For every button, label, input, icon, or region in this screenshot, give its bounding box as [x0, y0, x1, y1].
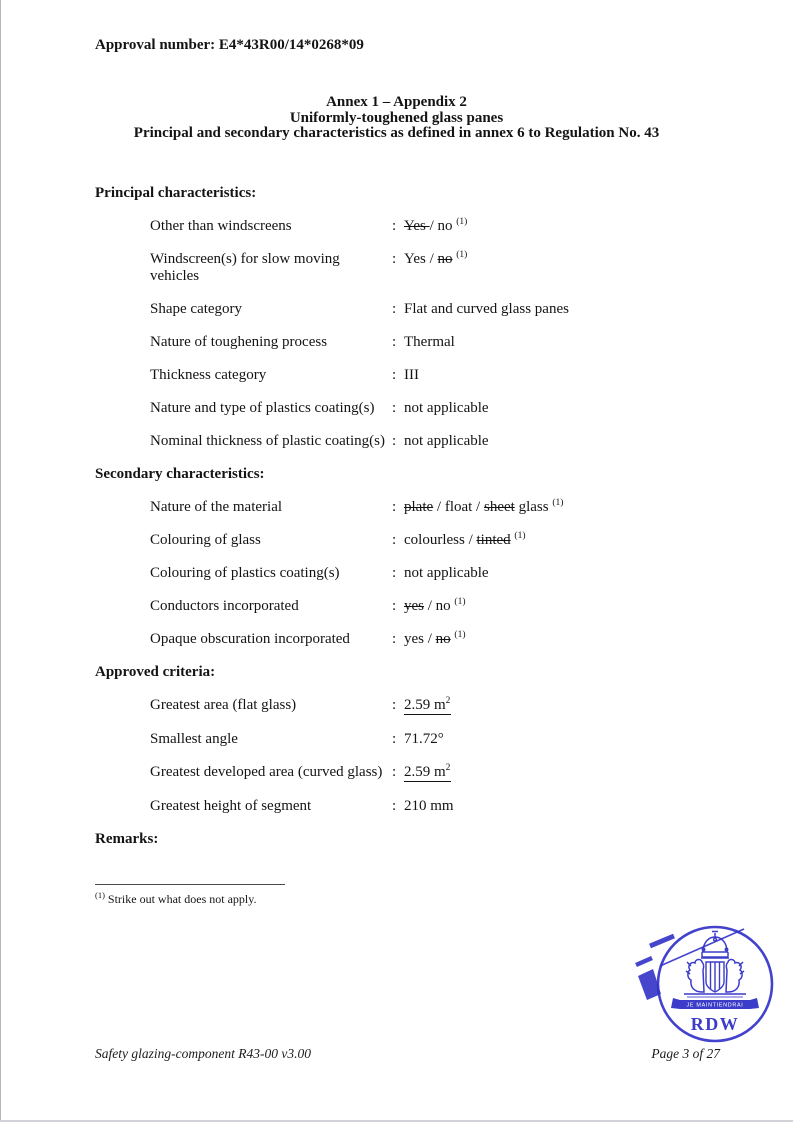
struck-option: tinted [476, 531, 511, 548]
value-text: 2.59 m [404, 763, 446, 780]
row-label: Nature of the material [150, 498, 283, 515]
value-text: yes / [404, 630, 436, 647]
title-block [95, 95, 698, 142]
shield-icon [706, 962, 724, 992]
row-value [404, 798, 454, 815]
row-label: Colouring of glass [150, 531, 261, 548]
row-value [404, 301, 569, 318]
row-colon: : [392, 630, 397, 647]
row-colon: : [392, 597, 397, 614]
struck-option: yes [404, 597, 424, 614]
row-value [404, 400, 489, 417]
characteristic-row [150, 798, 698, 815]
row-colon: : [392, 333, 397, 350]
rdw-stamp-graphic [626, 908, 793, 1050]
footnote [95, 884, 435, 906]
row-colon: : [392, 366, 397, 383]
signature-wedge [638, 969, 661, 1000]
row-label: Opaque obscuration incorporated [150, 630, 350, 647]
value-text: / float / [433, 498, 484, 515]
row-label: Greatest height of segment [150, 797, 312, 814]
characteristic-row [150, 301, 698, 318]
struck-option: plate [404, 498, 434, 515]
section-heading: Principal characteristics: [95, 184, 257, 201]
value-text: / no [424, 597, 455, 614]
value-text: Yes / [404, 250, 438, 267]
characteristic-row [150, 251, 698, 285]
value-text: not applicable [404, 564, 489, 581]
value-text: Flat and curved glass panes [404, 300, 569, 317]
value-text: 2.59 m [404, 696, 446, 713]
row-label: Greatest developed area (curved glass) [150, 763, 383, 780]
characteristic-row [150, 367, 698, 384]
footer-page-number: Page 3 of 27 [651, 1046, 720, 1061]
struck-option: Yes [404, 217, 430, 234]
row-value [404, 565, 489, 582]
row-value [404, 251, 467, 285]
sections [95, 185, 698, 848]
row-value [404, 697, 451, 715]
stamp-org-text: RDW [690, 1014, 740, 1034]
footnote-text [95, 892, 435, 906]
characteristic-row [150, 400, 698, 417]
value-text: glass [514, 498, 553, 515]
value-text: Thermal [404, 333, 455, 350]
row-colon: : [392, 730, 397, 747]
row-value [404, 631, 466, 648]
characteristic-row [150, 565, 698, 582]
row-label: Smallest angle [150, 730, 238, 747]
lion-left-icon [686, 959, 704, 992]
title-line: Principal and secondary characteristics as defined in annex 6 to Regulation No. 43 [133, 125, 660, 141]
row-colon: : [392, 432, 397, 449]
footnote-ref: (1) [454, 629, 466, 640]
footnote-marker: (1) [95, 890, 105, 900]
row-value [404, 367, 419, 384]
row-value [404, 598, 466, 615]
title-line: Annex 1 – Appendix 2 [326, 94, 467, 110]
row-label: Nature of toughening process [150, 333, 328, 350]
struck-option: no [437, 250, 453, 267]
value-text: not applicable [404, 432, 489, 449]
row-colon: : [392, 564, 397, 581]
row-value [404, 532, 526, 549]
row-label: Thickness category [150, 366, 267, 383]
struck-option: no [435, 630, 451, 647]
row-colon: : [392, 797, 397, 814]
footer-document-id: Safety glazing-component R43-00 v3.00 [95, 1046, 311, 1061]
footnote-ref: 2 [445, 695, 451, 706]
row-label: Conductors incorporated [150, 597, 299, 614]
characteristic-row [150, 218, 698, 235]
row-colon: : [392, 696, 397, 713]
section-heading: Secondary characteristics: [95, 465, 265, 482]
value-text: 210 mm [404, 797, 454, 814]
characteristic-row [150, 764, 698, 782]
footnote-ref: (1) [456, 249, 468, 260]
row-label: Shape category [150, 300, 243, 317]
characteristic-row [150, 334, 698, 351]
row-label: Other than windscreens [150, 217, 292, 234]
row-label: Nature and type of plastics coating(s) [150, 399, 375, 416]
lion-right-icon [726, 959, 744, 992]
row-label: Nominal thickness of plastic coating(s) [150, 432, 385, 449]
row-label: Greatest area (flat glass) [150, 696, 297, 713]
row-colon: : [392, 399, 397, 416]
characteristic-row [150, 598, 698, 615]
row-colon: : [392, 498, 397, 515]
row-colon: : [392, 250, 397, 267]
characteristic-row [150, 731, 698, 748]
value-text: / no [429, 217, 457, 234]
page-left-edge [0, 0, 1, 1122]
title-line: Uniformly-toughened glass panes [289, 109, 504, 126]
row-label: Colouring of plastics coating(s) [150, 564, 340, 581]
crown-icon [701, 932, 729, 959]
value-text: 71.72° [404, 730, 444, 747]
footnote-ref: 2 [445, 762, 451, 773]
footnote-ref: (1) [514, 530, 526, 541]
footnote-ref: (1) [456, 216, 468, 227]
row-colon: : [392, 217, 397, 234]
row-value [404, 764, 451, 782]
underlined-value [404, 697, 451, 715]
row-colon: : [392, 531, 397, 548]
characteristic-row [150, 499, 698, 516]
section-heading: Remarks: [95, 830, 159, 847]
section-heading: Approved criteria: [95, 663, 216, 680]
footnote-ref: (1) [454, 596, 466, 607]
motto-banner [671, 998, 759, 1009]
footnote-ref: (1) [552, 497, 564, 508]
characteristic-row [150, 697, 698, 715]
characteristic-row [150, 433, 698, 450]
motto-text: JE MAINTIENDRAI [686, 1002, 744, 1009]
footnote-label: Strike out what does not apply. [104, 892, 257, 906]
row-colon: : [392, 763, 397, 780]
row-value [404, 218, 467, 235]
footnote-rule [95, 884, 285, 885]
row-value [404, 334, 455, 351]
value-text: not applicable [404, 399, 489, 416]
approval-number: Approval number: E4*43R00/14*0268*09 [95, 37, 364, 53]
row-label: Windscreen(s) for slow moving vehicles [150, 250, 340, 284]
underlined-value [404, 764, 451, 782]
row-colon: : [392, 300, 397, 317]
page-footer [95, 1046, 720, 1062]
row-value [404, 433, 489, 450]
struck-option: sheet [483, 498, 515, 515]
value-text: colourless / [404, 531, 477, 548]
characteristic-row [150, 532, 698, 549]
row-value [404, 731, 444, 748]
value-text: III [404, 366, 419, 383]
rdw-stamp [626, 908, 793, 1050]
characteristic-row [150, 631, 698, 648]
row-value [404, 499, 563, 516]
